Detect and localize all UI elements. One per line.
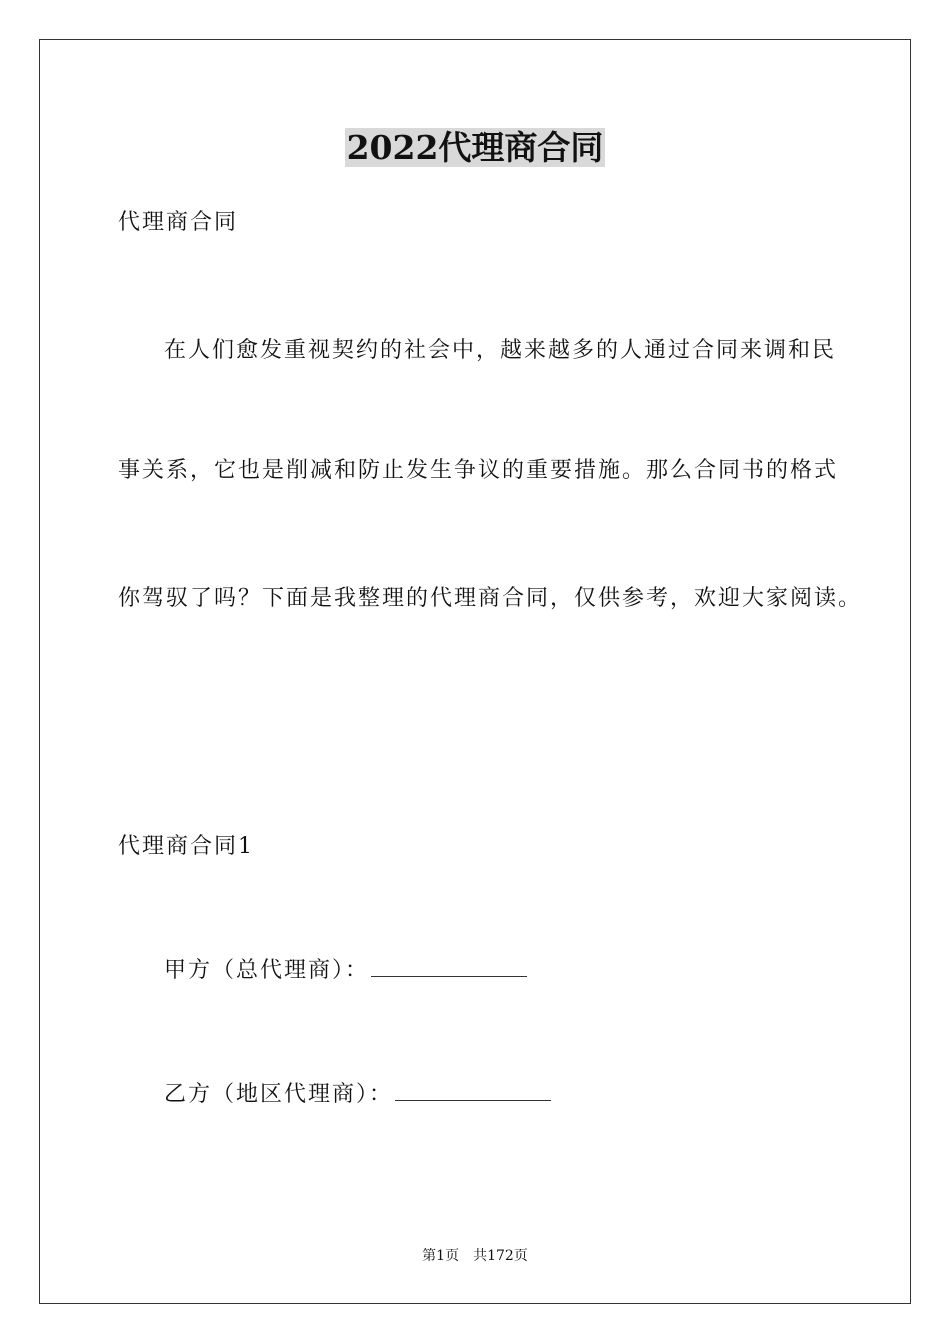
intro-line-3: 你驾驭了吗？下面是我整理的代理商合同，仅供参考，欢迎大家阅读。: [118, 586, 863, 611]
intro-line-1: 在人们愈发重视契约的社会中，越来越多的人通过合同来调和民: [164, 338, 837, 363]
total-pages: 共172页: [473, 1248, 528, 1264]
party-a-row: [164, 956, 527, 986]
party-a-label: 甲方（总代理商）：: [164, 958, 370, 983]
document-title-text: 2022代理商合同: [346, 128, 604, 167]
party-b-blank-line[interactable]: [395, 1080, 551, 1101]
party-b-row: [164, 1080, 551, 1110]
document-subtitle: 代理商合同: [118, 210, 239, 235]
page-number: 第1页: [422, 1248, 460, 1264]
section-heading: 代理商合同1: [118, 834, 254, 859]
page-footer: [0, 1246, 950, 1266]
intro-line-2: 事关系，它也是削减和防止发生争议的重要措施。那么合同书的格式: [118, 458, 839, 483]
party-a-blank-line[interactable]: [371, 956, 527, 977]
document-title: [0, 128, 950, 168]
party-b-label: 乙方（地区代理商）：: [164, 1082, 394, 1107]
